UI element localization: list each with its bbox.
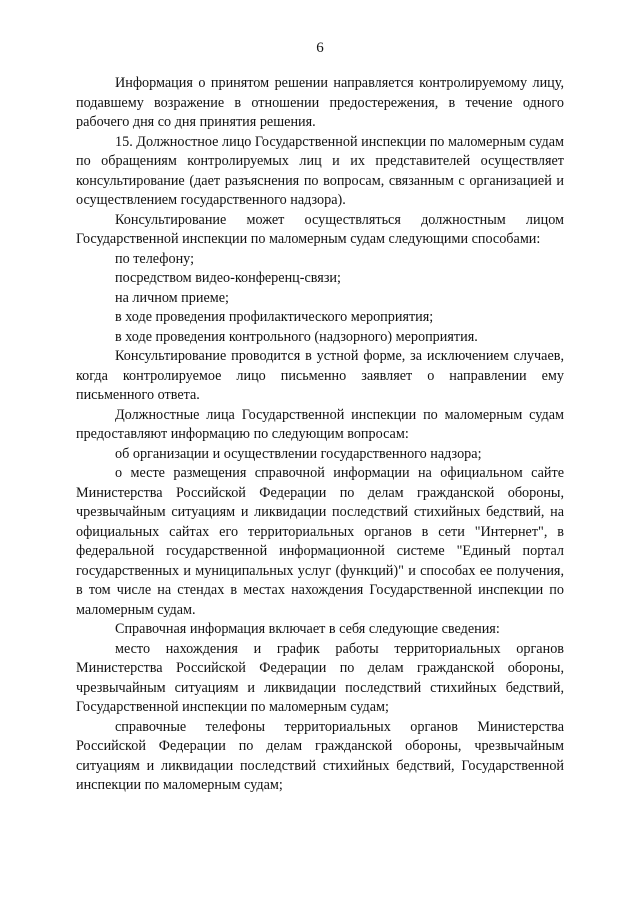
paragraph-info-questions: Должностные лица Государственной инспекции по маломерным судам предоставляют информацию по следующим вопросам: xyxy=(76,406,564,442)
list-item-video: посредством видео-конференц-связи; xyxy=(115,270,341,286)
paragraph-item-15: 15. Должностное лицо Государственной инспекции по маломерным судам по обращениям контролируемых лиц и их представителей осуществляет консультирование (дает разъяснения по вопросам, связанным с организацией и осуществлением государственного надзора). xyxy=(76,133,564,208)
list-item-reference-location: о месте размещения справочной информации на официальном сайте Министерства Российской Федерации по делам гражданской обороны, чрезвычайным ситуациям и ликвидации последствий стихийных бедствий, на официальных сайтах его территориальных органов в сети "Интернет", в федеральной государственной информационной системе "Единый портал государственных и муниципальных услуг (функций)" и способах ее получения, в том числе на стендах в местах нахождения Государственной инспекции по маломерным судам. xyxy=(76,465,564,618)
paragraph-oral-form: Консультирование проводится в устной форме, за исключением случаев, когда контролируемое лицо письменно заявляет о направлении ему письменного ответа. xyxy=(76,348,564,403)
paragraph-decision-notice: Информация о принятом решении направляется контролируемому лицу, подавшему возражение в отношении предостережения, в течение одного рабочего дня со дня принятия решения. xyxy=(76,75,564,130)
list-item-personal: на личном приеме; xyxy=(115,289,229,306)
paragraph-consultation-methods: Консультирование может осуществляться должностным лицом Государственной инспекции по маломерным судам следующими способами: xyxy=(76,211,564,247)
list-item-location-schedule: место нахождения и график работы территориальных органов Министерства Российской Федерации по делам гражданской обороны, чрезвычайным ситуациям и ликвидации последствий стихийных бедствий, Государственной инспекции по маломерным судам; xyxy=(76,640,564,715)
list-item-organization: об организации и осуществлении государственного надзора; xyxy=(115,445,482,462)
list-item-control: в ходе проведения контрольного (надзорного) мероприятия. xyxy=(115,328,478,345)
paragraph-reference-info: Справочная информация включает в себя следующие сведения: xyxy=(115,621,500,637)
list-item-phone: по телефону; xyxy=(115,250,195,267)
list-item-preventive: в ходе проведения профилактического мероприятия; xyxy=(115,309,434,325)
page-number: 6 xyxy=(316,40,324,56)
list-item-phones: справочные телефоны территориальных органов Министерства Российской Федерации по делам гражданской обороны, чрезвычайным ситуациям и ликвидации последствий стихийных бедствий, Государственной инспекции по маломерным судам; xyxy=(76,718,564,793)
document-body xyxy=(76,74,564,796)
